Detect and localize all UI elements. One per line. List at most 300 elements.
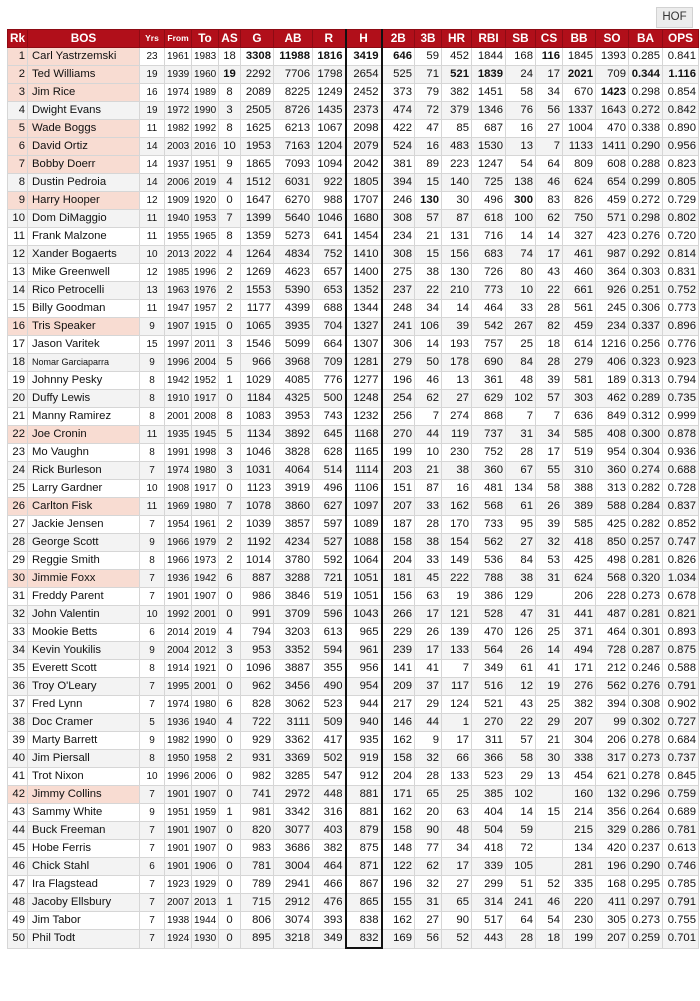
table-cell-2b: 151: [382, 480, 415, 498]
table-cell-ab: 2972: [274, 786, 313, 804]
header-ops[interactable]: OPS: [663, 30, 699, 48]
table-cell-g: 715: [241, 894, 274, 912]
table-cell-2b: 204: [382, 768, 415, 786]
table-cell-ab: 3285: [274, 768, 313, 786]
table-cell-from: 1982: [165, 120, 192, 138]
table-cell-player-name[interactable]: Nomar Garciaparra: [28, 354, 140, 372]
table-cell-2b: 155: [382, 894, 415, 912]
table-cell-hr: 87: [442, 210, 472, 228]
table-cell-rank: 31: [8, 588, 28, 606]
table-cell-yrs: 9: [140, 732, 165, 750]
table-cell-2b: 204: [382, 552, 415, 570]
table-cell-player-name[interactable]: Phil Todt: [28, 930, 140, 949]
hof-legend-badge: HOF: [656, 7, 693, 28]
career-hits-table: [7, 29, 699, 949]
table-cell-hr: 222: [442, 570, 472, 588]
header-sb[interactable]: SB: [506, 30, 536, 48]
table-cell-bb: 581: [563, 372, 596, 390]
table-cell-2b: 217: [382, 696, 415, 714]
table-cell-h: 1454: [346, 228, 382, 246]
table-cell-hr: 25: [442, 786, 472, 804]
table-cell-h: 1168: [346, 426, 382, 444]
table-cell-3b: 33: [415, 498, 442, 516]
table-cell-r: 776: [313, 372, 346, 390]
table-cell-3b: 29: [415, 696, 442, 714]
table-cell-g: 820: [241, 822, 274, 840]
table-cell-ab: 6213: [274, 120, 313, 138]
table-row: [8, 228, 699, 246]
table-cell-player-name[interactable]: Fred Lynn: [28, 696, 140, 714]
table-cell-g: 1359: [241, 228, 274, 246]
table-cell-player-name[interactable]: Larry Gardner: [28, 480, 140, 498]
table-cell-h: 2098: [346, 120, 382, 138]
table-cell-to: 1920: [192, 192, 219, 210]
table-cell-2b: 203: [382, 462, 415, 480]
table-cell-as: 0: [219, 858, 241, 876]
header-r[interactable]: R: [313, 30, 346, 48]
table-cell-bb: 160: [563, 786, 596, 804]
header-team-player[interactable]: BOS: [28, 30, 140, 48]
table-cell-h: 1400: [346, 264, 382, 282]
table-cell-bb: 199: [563, 930, 596, 949]
table-cell-player-name[interactable]: Mike Greenwell: [28, 264, 140, 282]
table-cell-player-name[interactable]: Hobe Ferris: [28, 840, 140, 858]
header-yrs[interactable]: Yrs: [140, 30, 165, 48]
table-cell-g: 931: [241, 750, 274, 768]
table-cell-2b: 141: [382, 660, 415, 678]
table-cell-ab: 3887: [274, 660, 313, 678]
table-cell-so: 206: [596, 732, 629, 750]
table-cell-as: 0: [219, 822, 241, 840]
table-cell-rbi: 687: [472, 120, 506, 138]
table-cell-rbi: 868: [472, 408, 506, 426]
table-cell-ab: 5273: [274, 228, 313, 246]
table-cell-ops: 0.729: [663, 192, 699, 210]
table-cell-player-name[interactable]: Mo Vaughn: [28, 444, 140, 462]
table-cell-rbi: 349: [472, 660, 506, 678]
table-cell-3b: 130: [415, 192, 442, 210]
table-cell-so: 408: [596, 426, 629, 444]
table-cell-bb: 304: [563, 732, 596, 750]
table-cell-ops: 0.701: [663, 930, 699, 949]
table-cell-ab: 3857: [274, 516, 313, 534]
table-cell-as: 0: [219, 480, 241, 498]
table-cell-2b: 646: [382, 48, 415, 66]
table-cell-so: 621: [596, 768, 629, 786]
table-cell-player-name[interactable]: Johnny Pesky: [28, 372, 140, 390]
table-cell-ba: 0.278: [629, 768, 663, 786]
table-cell-ops: 0.794: [663, 372, 699, 390]
table-cell-cs: 17: [536, 246, 563, 264]
table-cell-cs: 25: [536, 696, 563, 714]
table-cell-rbi: 314: [472, 894, 506, 912]
table-cell-ab: 3919: [274, 480, 313, 498]
table-cell-sb: 24: [506, 66, 536, 84]
table-cell-h: 1097: [346, 498, 382, 516]
table-cell-sb: 134: [506, 480, 536, 498]
header-to[interactable]: To: [192, 30, 219, 48]
table-cell-g: 1029: [241, 372, 274, 390]
table-cell-2b: 270: [382, 426, 415, 444]
table-cell-r: 596: [313, 606, 346, 624]
table-cell-player-name[interactable]: Jacoby Ellsbury: [28, 894, 140, 912]
table-cell-g: 1039: [241, 516, 274, 534]
table-cell-player-name[interactable]: Jimmie Foxx: [28, 570, 140, 588]
table-cell-ops: 0.826: [663, 552, 699, 570]
table-cell-r: 752: [313, 246, 346, 264]
table-cell-player-name[interactable]: Troy O'Leary: [28, 678, 140, 696]
table-cell-rank: 14: [8, 282, 28, 300]
header-cs[interactable]: CS: [536, 30, 563, 48]
table-cell-cs: 31: [536, 606, 563, 624]
table-cell-sb: 58: [506, 750, 536, 768]
table-cell-ba: 0.281: [629, 606, 663, 624]
table-cell-sb: 7: [506, 408, 536, 426]
table-cell-hr: 131: [442, 228, 472, 246]
table-cell-bb: 230: [563, 912, 596, 930]
table-cell-to: 1980: [192, 696, 219, 714]
table-cell-ops: 0.755: [663, 912, 699, 930]
table-cell-ab: 2912: [274, 894, 313, 912]
table-cell-ba: 0.312: [629, 408, 663, 426]
table-cell-ops: 0.688: [663, 462, 699, 480]
table-cell-player-name[interactable]: Buck Freeman: [28, 822, 140, 840]
table-cell-as: 2: [219, 282, 241, 300]
table-row: [8, 264, 699, 282]
table-cell-player-name[interactable]: Jackie Jensen: [28, 516, 140, 534]
table-cell-bb: 1845: [563, 48, 596, 66]
table-cell-player-name[interactable]: Jim Rice: [28, 84, 140, 102]
table-cell-bb: 624: [563, 174, 596, 192]
table-cell-3b: 28: [415, 516, 442, 534]
table-cell-3b: 50: [415, 354, 442, 372]
table-cell-from: 2004: [165, 642, 192, 660]
table-cell-ops: 0.893: [663, 624, 699, 642]
table-cell-so: 168: [596, 876, 629, 894]
table-cell-ab: 7163: [274, 138, 313, 156]
table-cell-g: 1046: [241, 444, 274, 462]
table-cell-3b: 7: [415, 408, 442, 426]
table-cell-player-name[interactable]: Joe Cronin: [28, 426, 140, 444]
table-cell-as: 2: [219, 264, 241, 282]
header-so[interactable]: SO: [596, 30, 629, 48]
table-cell-g: 981: [241, 804, 274, 822]
header-as[interactable]: AS: [219, 30, 241, 48]
table-cell-player-name[interactable]: Manny Ramirez: [28, 408, 140, 426]
table-cell-as: 3: [219, 444, 241, 462]
table-cell-so: 245: [596, 300, 629, 318]
table-cell-so: 498: [596, 552, 629, 570]
table-cell-player-name[interactable]: Freddy Parent: [28, 588, 140, 606]
table-cell-so: 571: [596, 210, 629, 228]
header-rbi[interactable]: RBI: [472, 30, 506, 48]
table-cell-r: 519: [313, 588, 346, 606]
table-cell-so: 212: [596, 660, 629, 678]
table-cell-to: 2012: [192, 642, 219, 660]
table-cell-as: 2: [219, 300, 241, 318]
table-cell-player-name[interactable]: Rick Burleson: [28, 462, 140, 480]
table-cell-yrs: 14: [140, 156, 165, 174]
table-cell-ops: 0.802: [663, 210, 699, 228]
table-cell-from: 1901: [165, 822, 192, 840]
table-cell-h: 1089: [346, 516, 382, 534]
header-g[interactable]: G: [241, 30, 274, 48]
table-cell-as: 0: [219, 876, 241, 894]
table-cell-to: 1942: [192, 570, 219, 588]
table-cell-ba: 0.272: [629, 102, 663, 120]
table-cell-cs: 14: [536, 228, 563, 246]
table-cell-player-name[interactable]: Dom DiMaggio: [28, 210, 140, 228]
table-cell-h: 961: [346, 642, 382, 660]
table-cell-from: 1935: [165, 426, 192, 444]
table-cell-3b: 59: [415, 48, 442, 66]
table-cell-player-name[interactable]: Wade Boggs: [28, 120, 140, 138]
table-cell-from: 1940: [165, 210, 192, 228]
table-cell-player-name[interactable]: Marty Barrett: [28, 732, 140, 750]
table-cell-ab: 3780: [274, 552, 313, 570]
table-cell-player-name[interactable]: Ted Williams: [28, 66, 140, 84]
header-rk[interactable]: Rk: [8, 30, 28, 48]
table-cell-player-name[interactable]: Reggie Smith: [28, 552, 140, 570]
table-cell-hr: 483: [442, 138, 472, 156]
table-cell-player-name[interactable]: Dwight Evans: [28, 102, 140, 120]
table-cell-ab: 4399: [274, 300, 313, 318]
table-cell-to: 1976: [192, 282, 219, 300]
table-cell-ba: 0.282: [629, 516, 663, 534]
table-cell-bb: 425: [563, 552, 596, 570]
table-cell-2b: 474: [382, 102, 415, 120]
table-cell-3b: 34: [415, 300, 442, 318]
table-cell-yrs: 9: [140, 534, 165, 552]
table-cell-player-name[interactable]: Harry Hooper: [28, 192, 140, 210]
table-cell-so: 926: [596, 282, 629, 300]
table-cell-rank: 38: [8, 714, 28, 732]
table-cell-3b: 87: [415, 480, 442, 498]
table-cell-player-name[interactable]: Sammy White: [28, 804, 140, 822]
table-cell-ops: 1.034: [663, 570, 699, 588]
table-cell-h: 954: [346, 678, 382, 696]
table-cell-rank: 21: [8, 408, 28, 426]
table-cell-rank: 23: [8, 444, 28, 462]
table-cell-player-name[interactable]: David Ortiz: [28, 138, 140, 156]
table-cell-ab: 7093: [274, 156, 313, 174]
table-cell-rbi: 528: [472, 606, 506, 624]
table-cell-hr: 85: [442, 120, 472, 138]
table-cell-cs: 57: [536, 390, 563, 408]
table-cell-to: 1952: [192, 372, 219, 390]
table-row: [8, 390, 699, 408]
table-cell-player-name[interactable]: Doc Cramer: [28, 714, 140, 732]
table-cell-from: 1908: [165, 480, 192, 498]
header-ab[interactable]: AB: [274, 30, 313, 48]
table-cell-2b: 524: [382, 138, 415, 156]
table-cell-to: 1973: [192, 552, 219, 570]
table-cell-g: 806: [241, 912, 274, 930]
table-cell-rbi: 1247: [472, 156, 506, 174]
table-cell-so: 132: [596, 786, 629, 804]
table-cell-player-name[interactable]: Dustin Pedroia: [28, 174, 140, 192]
table-cell-sb: 102: [506, 786, 536, 804]
table-cell-player-name[interactable]: Carlton Fisk: [28, 498, 140, 516]
table-cell-player-name[interactable]: Jimmy Collins: [28, 786, 140, 804]
table-cell-rbi: 618: [472, 210, 506, 228]
table-row: [8, 300, 699, 318]
table-cell-g: 1123: [241, 480, 274, 498]
table-cell-from: 1974: [165, 696, 192, 714]
table-cell-rank: 11: [8, 228, 28, 246]
header-3b[interactable]: 3B: [415, 30, 442, 48]
table-cell-ba: 0.273: [629, 588, 663, 606]
table-cell-as: 0: [219, 678, 241, 696]
table-cell-3b: 46: [415, 372, 442, 390]
table-cell-rank: 41: [8, 768, 28, 786]
header-from[interactable]: From: [165, 30, 192, 48]
table-cell-g: 895: [241, 930, 274, 949]
table-cell-rank: 2: [8, 66, 28, 84]
table-cell-rbi: 568: [472, 498, 506, 516]
table-cell-to: 1944: [192, 912, 219, 930]
table-cell-rank: 40: [8, 750, 28, 768]
table-cell-from: 1950: [165, 750, 192, 768]
table-cell-r: 709: [313, 354, 346, 372]
table-header-row: [8, 30, 699, 48]
table-cell-ops: 0.902: [663, 696, 699, 714]
table-cell-to: 1996: [192, 264, 219, 282]
table-cell-as: 0: [219, 588, 241, 606]
table-cell-to: 1929: [192, 876, 219, 894]
table-cell-ab: 8726: [274, 102, 313, 120]
table-cell-r: 403: [313, 822, 346, 840]
table-cell-ba: 0.337: [629, 318, 663, 336]
table-cell-yrs: 7: [140, 876, 165, 894]
table-cell-player-name[interactable]: Chick Stahl: [28, 858, 140, 876]
table-cell-sb: 100: [506, 210, 536, 228]
table-cell-g: 1269: [241, 264, 274, 282]
table-cell-ba: 0.290: [629, 138, 663, 156]
table-cell-player-name[interactable]: Rico Petrocelli: [28, 282, 140, 300]
table-cell-player-name[interactable]: John Valentin: [28, 606, 140, 624]
table-cell-h: 1281: [346, 354, 382, 372]
header-ba[interactable]: BA: [629, 30, 663, 48]
table-cell-player-name[interactable]: Billy Goodman: [28, 300, 140, 318]
table-cell-player-name[interactable]: Frank Malzone: [28, 228, 140, 246]
table-cell-ops: 0.841: [663, 48, 699, 66]
table-cell-h: 912: [346, 768, 382, 786]
table-cell-player-name[interactable]: Tris Speaker: [28, 318, 140, 336]
table-cell-hr: 19: [442, 588, 472, 606]
table-cell-hr: 13: [442, 372, 472, 390]
table-row: [8, 444, 699, 462]
table-cell-so: 329: [596, 822, 629, 840]
table-cell-cs: [536, 786, 563, 804]
table-cell-yrs: 8: [140, 372, 165, 390]
table-cell-yrs: 14: [140, 174, 165, 192]
table-cell-3b: 31: [415, 894, 442, 912]
table-cell-r: 490: [313, 678, 346, 696]
table-cell-to: 1907: [192, 588, 219, 606]
header-bb[interactable]: BB: [563, 30, 596, 48]
table-cell-player-name[interactable]: Bobby Doerr: [28, 156, 140, 174]
table-cell-sb: 29: [506, 768, 536, 786]
table-cell-ba: 0.282: [629, 480, 663, 498]
table-cell-to: 1965: [192, 228, 219, 246]
table-cell-so: 234: [596, 318, 629, 336]
table-cell-player-name[interactable]: Jason Varitek: [28, 336, 140, 354]
table-row: [8, 570, 699, 588]
table-cell-from: 1961: [165, 48, 192, 66]
table-cell-rank: 28: [8, 534, 28, 552]
table-cell-r: 988: [313, 192, 346, 210]
table-cell-sb: 27: [506, 534, 536, 552]
table-cell-so: 1643: [596, 102, 629, 120]
table-cell-rank: 39: [8, 732, 28, 750]
table-cell-3b: 77: [415, 840, 442, 858]
table-cell-rbi: 299: [472, 876, 506, 894]
table-cell-player-name[interactable]: Carl Yastrzemski: [28, 48, 140, 66]
table-cell-ops: 0.878: [663, 426, 699, 444]
table-cell-g: 1014: [241, 552, 274, 570]
table-cell-player-name[interactable]: Duffy Lewis: [28, 390, 140, 408]
header-h[interactable]: H: [346, 30, 382, 48]
table-cell-sb: 95: [506, 516, 536, 534]
table-cell-2b: 246: [382, 192, 415, 210]
table-cell-so: 425: [596, 516, 629, 534]
table-cell-to: 1930: [192, 930, 219, 949]
table-cell-ops: 0.956: [663, 138, 699, 156]
table-cell-player-name[interactable]: Jim Tabor: [28, 912, 140, 930]
table-cell-player-name[interactable]: George Scott: [28, 534, 140, 552]
table-cell-player-name[interactable]: Mookie Betts: [28, 624, 140, 642]
table-cell-cs: 7: [536, 138, 563, 156]
header-hr[interactable]: HR: [442, 30, 472, 48]
table-cell-from: 1974: [165, 462, 192, 480]
table-cell-h: 1043: [346, 606, 382, 624]
table-cell-from: 1991: [165, 444, 192, 462]
table-cell-player-name[interactable]: Jim Piersall: [28, 750, 140, 768]
table-cell-so: 608: [596, 156, 629, 174]
table-cell-ba: 0.299: [629, 174, 663, 192]
table-cell-cs: 43: [536, 264, 563, 282]
table-cell-ops: 0.823: [663, 156, 699, 174]
table-cell-as: 0: [219, 606, 241, 624]
table-cell-2b: 308: [382, 246, 415, 264]
table-cell-3b: 26: [415, 624, 442, 642]
table-cell-player-name[interactable]: Xander Bogaerts: [28, 246, 140, 264]
table-cell-player-name[interactable]: Everett Scott: [28, 660, 140, 678]
table-cell-cs: 46: [536, 174, 563, 192]
table-cell-so: 654: [596, 174, 629, 192]
table-cell-rbi: 629: [472, 390, 506, 408]
table-cell-rbi: 733: [472, 516, 506, 534]
table-cell-h: 965: [346, 624, 382, 642]
table-cell-from: 1924: [165, 930, 192, 949]
table-cell-player-name[interactable]: Trot Nixon: [28, 768, 140, 786]
table-cell-ops: 0.678: [663, 588, 699, 606]
table-cell-from: 1923: [165, 876, 192, 894]
header-2b[interactable]: 2B: [382, 30, 415, 48]
table-row: [8, 498, 699, 516]
table-row: [8, 84, 699, 102]
table-cell-r: 721: [313, 570, 346, 588]
table-row: [8, 714, 699, 732]
table-cell-3b: 44: [415, 426, 442, 444]
table-cell-player-name[interactable]: Kevin Youkilis: [28, 642, 140, 660]
table-cell-ops: 0.831: [663, 264, 699, 282]
table-cell-player-name[interactable]: Ira Flagstead: [28, 876, 140, 894]
table-cell-so: 196: [596, 858, 629, 876]
table-cell-cs: 28: [536, 300, 563, 318]
table-cell-bb: 614: [563, 336, 596, 354]
